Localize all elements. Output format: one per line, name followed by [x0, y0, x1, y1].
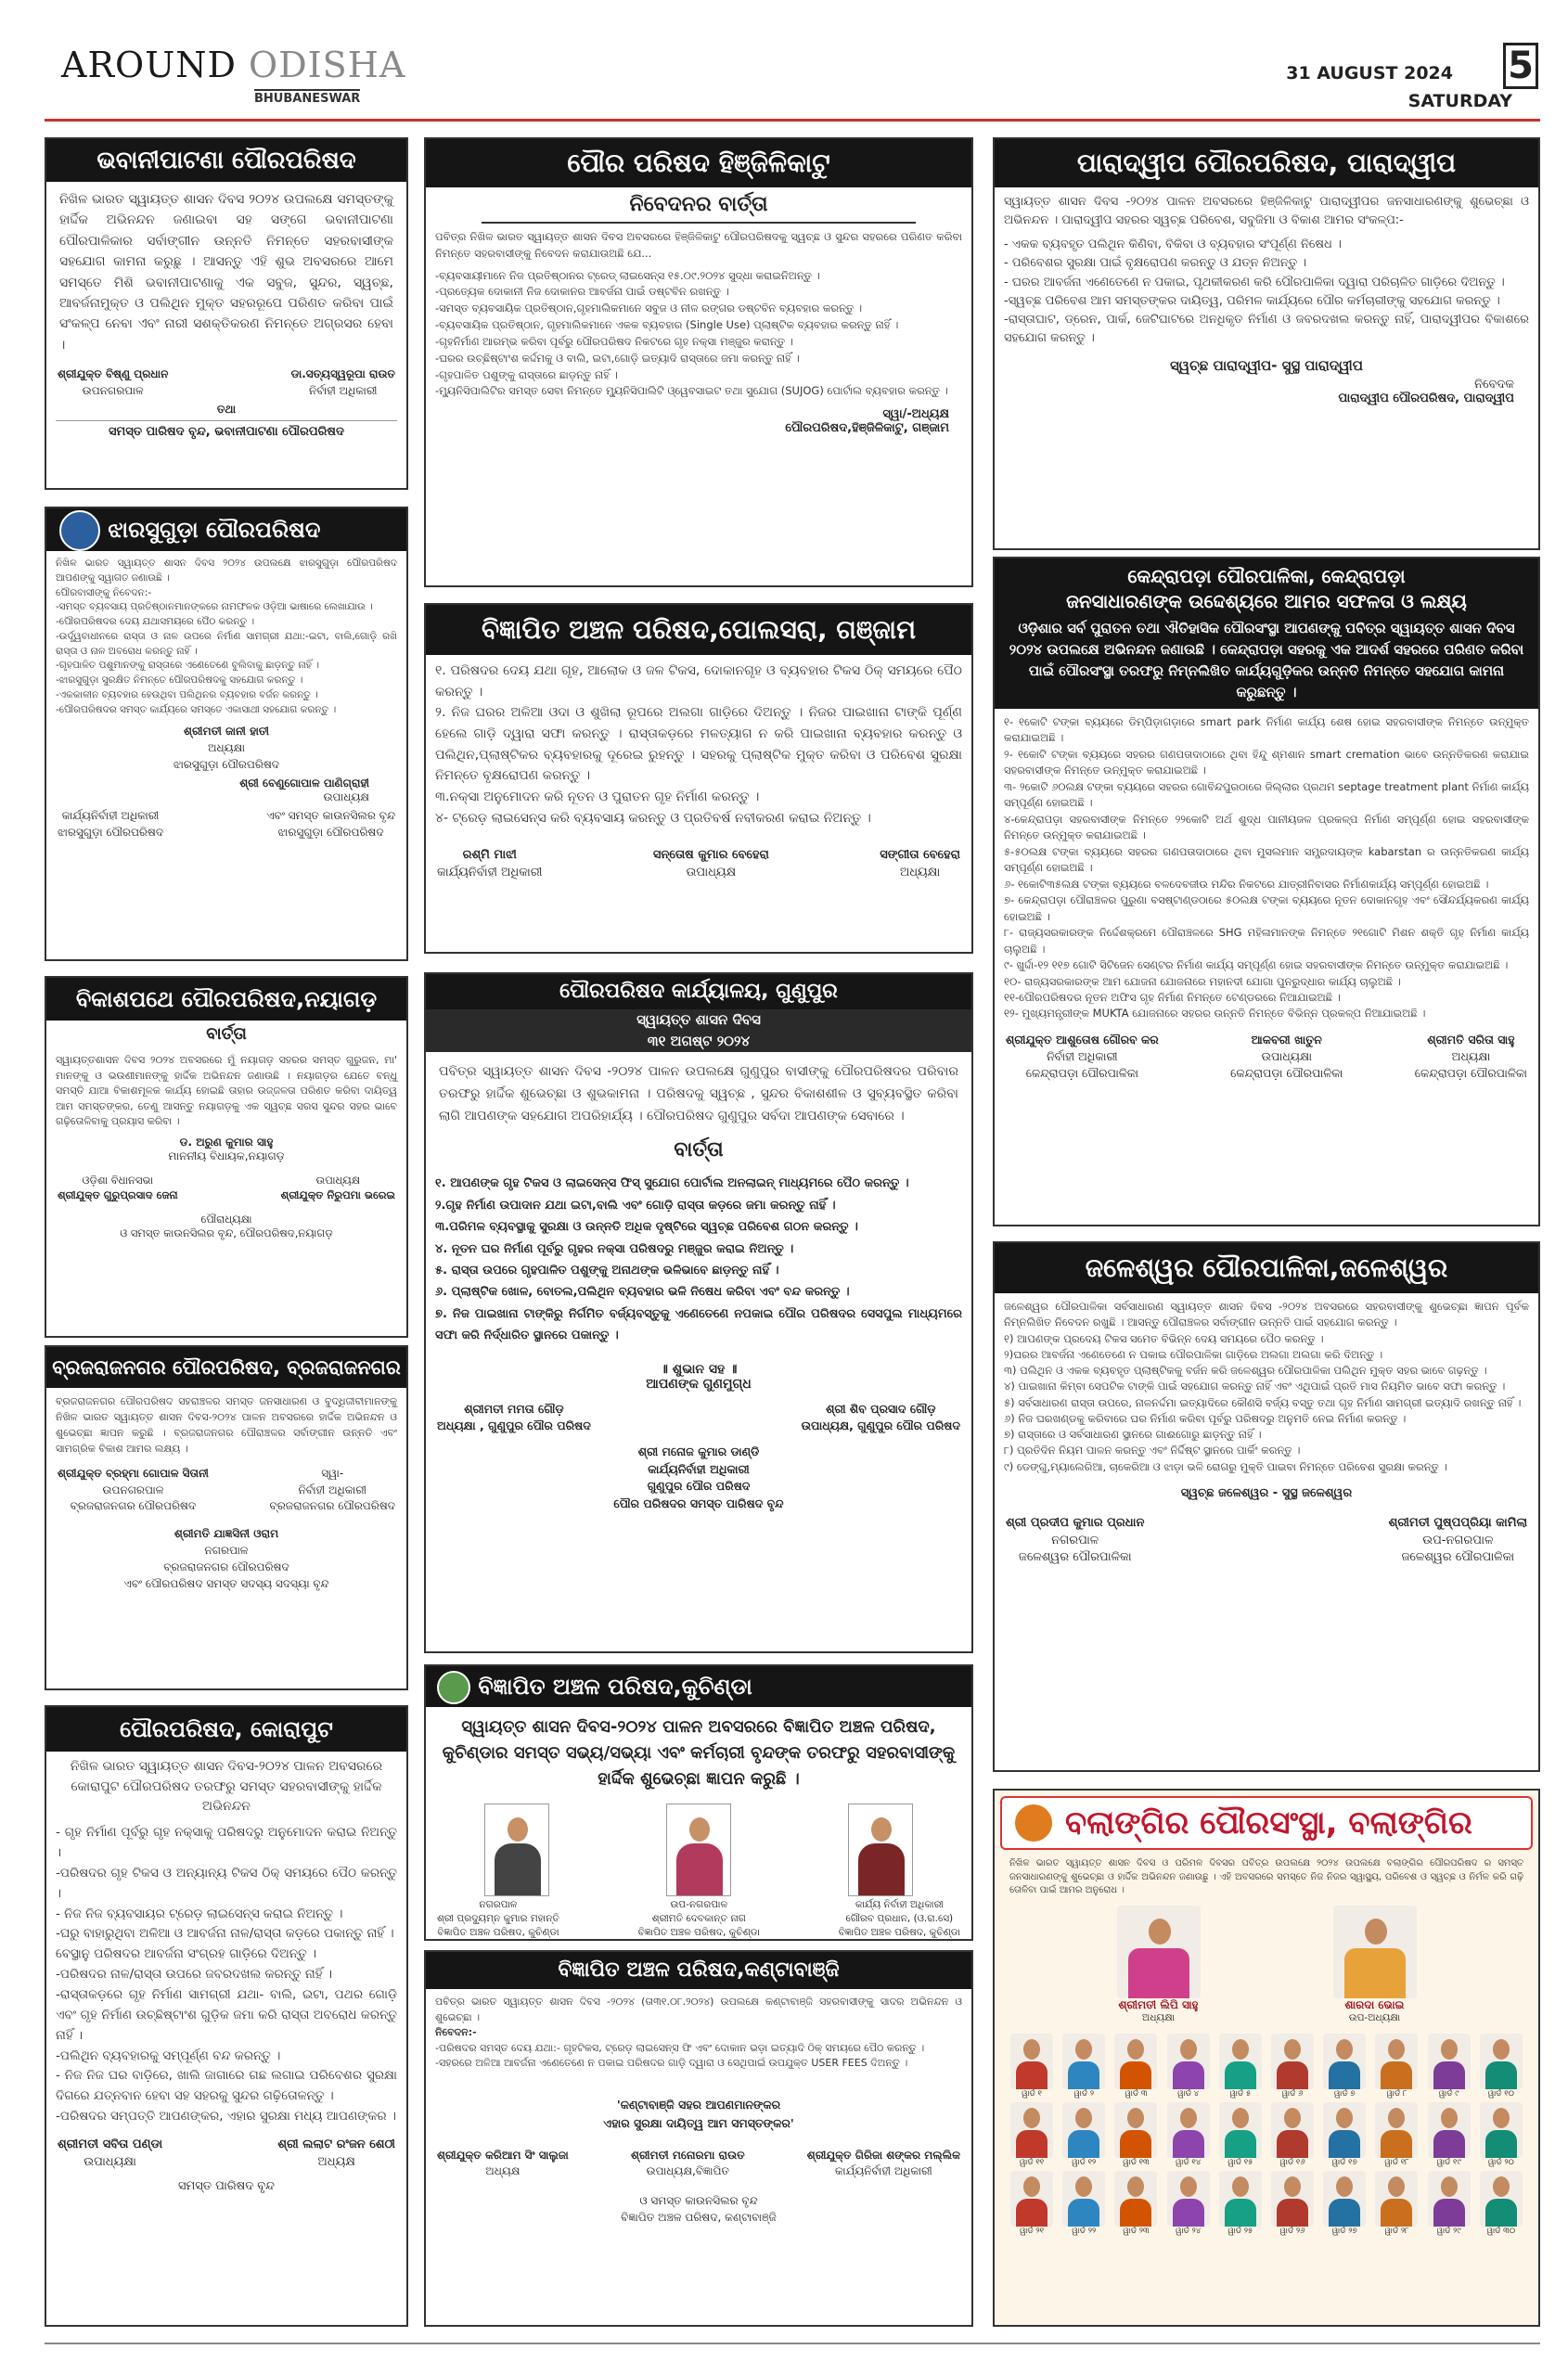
councillor-card	[1425, 2171, 1473, 2236]
councillor-label: ୱାର୍ଡ ୨୦	[1488, 2157, 1514, 2167]
ad-list: ପବିତ୍ର ଭାରତ ସ୍ୱାୟତ୍ତ ଶାସନ ଦିବସ -୨୦୨୪ (ତା୩୧.୦୮.୨୦୨୪) ଉପଲକ୍ଷେ କଣ୍ଟାବାଞ୍ଜି ସହରବାସୀଙ୍କୁ ସାଦର ଅଭିନନ୍ଦନ ଓ ଶୁଭେଚ୍ଛା । ନିବେଦନ:- -ପରିଷଦର ସମସ୍ତ ଦେୟ ଯଥା:- ଗୃହଟିକସ, ଟ୍ରେଡ଼ ଲାଇସେନ୍ସ ଫି ଏବଂ ଦୋକାନ ଭଡ଼ା ଇତ୍ୟାଦି ଠିକ୍ ସମୟରେ ପୈଠ କରନ୍ତୁ । -ସହରରେ ଅଳିଆ ଆବର୍ଜନା ଏଣେତେଣେ ନ ପକାଇ ପରିଷଦର ଗାଡ଼ି ଦ୍ୱାରା ଓ ସେଥିପାଇଁ ଉପଯୁକ୍ତ USER FEES ଦିଅନ୍ତୁ ।	[435, 1996, 962, 2069]
ad-title: ବ୍ରଜରାଜନଗର ପୌରପରିଷଦ, ବ୍ରଜରାଜନଗର	[46, 1347, 406, 1388]
leaders: ଶ୍ରୀମତୀ ଲିପି ସାହୁ ଅଧ୍ୟକ୍ଷା ଶାରଦା ଭୋଇ ଉପ-ଅଧ୍ୟକ୍ଷା	[995, 1900, 1538, 2030]
councillor-card	[1477, 2102, 1525, 2167]
ad-bhawanipatna: ଭବାନୀପାଟଣା ପୌରପରିଷଦ ନିଖିଳ ଭାରତ ସ୍ୱାୟତ୍ତ ଶାସନ ଦିବସ ୨୦୨୪ ଉପଲକ୍ଷେ ସମସ୍ତଙ୍କୁ ହାର୍ଦ୍ଦିକ ଅଭିନନ୍ଦନ ଜଣାଇବା ସହ ସଙ୍ଗେ ଭବାନୀପାଟଣା ପୌରପାଳିକାର ସର୍ବାଙ୍ଗୀନ ଉନ୍ନତି ନିମନ୍ତେ ସହରବାସୀଙ୍କ ସହଯୋଗ କାମନା କରୁଛୁ । ଆସନ୍ତୁ ଏହି ଶୁଭ ଅବସରରେ ଆମେ ସମସ୍ତେ ମିଶି ଭବାନୀପାଟଣାକୁ ଏକ ସବୁଜ, ସୁନ୍ଦର, ସ୍ୱଚ୍ଛ, ଆବର୍ଜନାମୁକ୍ତ ଓ ପଲିଥିନ ମୁକ୍ତ ସହରରୂପେ ପରିଣତ କରିବା ପାଇଁ ସଂକଳ୍ପ ନେବା ଏବଂ ନାରୀ ସଶକ୍ତିକରଣ ନିମନ୍ତେ ଅଗ୍ରସର ହେବା । ଶ୍ରୀଯୁକ୍ତ ବିଷ୍ଣୁ ପ୍ରଧାନ ଉପନଗରପାଳ ଡା.ସତ୍ୟସ୍ୱରୂପା ରାଉତ ନିର୍ବାହୀ ଅଧିକାରୀ ତଥା ସମସ୍ତ ପାରିଷଦ ବୃନ୍ଦ, ଭବାନୀପାଟଣା ପୌରପରିଷଦ	[45, 137, 408, 490]
councillor-label: ୱାର୍ଡ ୧୯	[1436, 2157, 1461, 2167]
councillor-card	[1216, 2171, 1265, 2236]
councillor-photo	[1114, 2034, 1157, 2089]
councillor-card	[1425, 2034, 1473, 2099]
ad-title: ବିକାଶପଥେ ପୌରପରିଷଦ,ନୟାଗଡ଼	[46, 978, 406, 1021]
councillor-card	[1008, 2171, 1056, 2236]
ad-list: -ବ୍ୟବସାୟୀମାନେ ନିଜ ପ୍ରତିଷ୍ଠାନର ଟ୍ରେଡ୍ ଲାଇସେନ୍ସ ୧୫.୦୯.୨୦୨୪ ସୁଦ୍ଧା କରାଇନିଅନ୍ତୁ । -ପ୍ରତ୍ୟେକ ଦୋକାନୀ ନିଜ ଦୋକାନର ଆବର୍ଜନା ପାଇଁ ଡଷ୍ଟବିନ ରଖନ୍ତୁ । -ସମସ୍ତ ବ୍ୟବସାୟିକ ପ୍ରତିଷ୍ଠାନ,ଗୃହମାଲିକମାନେ ସବୁଜ ଓ ନୀଳ ରଙ୍ଗର ଡଷ୍ଟବିନ ବ୍ୟବହାର କରନ୍ତୁ । -ବ୍ୟବସାୟିକ ପ୍ରତିଷ୍ଠାନ, ଗୃହମାଲିକମାନେ ଏକକ ବ୍ୟବହାର (Single Use) ପ୍ଲାଷ୍ଟିକ ବ୍ୟବହାର କରନ୍ତୁ ନାହିଁ । -ଗୃହନିର୍ମାଣ ଆରମ୍ଭ କରିବା ପୂର୍ବରୁ ପୌରପରିଷଦ ନିକଟରେ ଗୃହ ନକ୍ସା ମଞ୍ଜୁର କରାନ୍ତୁ । -ଘରର ଉଚ୍ଛିଷ୍ଟାଂଶ କର୍ଦ୍ଦମକୁ ଓ ବାଲି, ଇଟା,ଗୋଡ଼ି ଇତ୍ୟାଦି ରାସ୍ତାରେ ଜମା କରନ୍ତୁ ନାହିଁ । -ଗୃହପାଳିତ ପଶୁଙ୍କୁ ରାସ୍ତାରେ ଛାଡ଼ନ୍ତୁ ନାହିଁ । -ମ୍ୟୁନିସିପାଲିଟିର ସମସ୍ତ ସେବା ନିମନ୍ତେ ମ୍ୟୁନିସିପାଲିଟି ଓ୍ୱେବସାଇଟ ତଥା ସୁଯୋଗ (SUJOG) ପୋର୍ଟାଲ ବ୍ୟବହାର କରନ୍ତୁ ।	[435, 268, 948, 398]
ad-koraput	[45, 1705, 408, 2327]
ad-jharsuguda: ଝାରସୁଗୁଡ଼ା ପୌରପରିଷଦ ନିଖିଳ ଭାରତ ସ୍ୱାୟତ୍ତ ଶାସନ ଦିବସ ୨୦୨୪ ଉପଲକ୍ଷେ ଝାରସୁଗୁଡ଼ା ପୌରପରିଷଦ ଆପଣଙ୍କୁ ସ୍ୱାଗତ ଜଣାଉଛି । ପୌରବାସୀଙ୍କୁ ନିବେଦନ:- -ସମସ୍ତ ବ୍ୟବସାୟ ପ୍ରତିଷ୍ଠାନମାନଙ୍କରେ ନାମଫଳକ ଓଡ଼ିଆ ଭାଷାରେ ଲେଖାଯାଉ । -ପୌରପରିଷଦର ଦେୟ ଯଥାସମୟରେ ପୈଠ କରନ୍ତୁ । -ଉର୍ଦ୍ଧ୍ୱବାଧୀନରେ ରାସ୍ତା ଓ ନାଳ ଉପରେ ନିର୍ମାଣ ସାମଗ୍ରୀ ଯଥା:-ଇଟା, ବାଲି,ଗୋଡ଼ି ରଖି ରାସ୍ତା ଓ ନାଳ ଅବରୋଧ କରନ୍ତୁ ନାହିଁ । -ଗୃହପାଳିତ ପଶୁମାନଙ୍କୁ ରାସ୍ତାରେ ଏଣେତେଣେ ବୁଲିବାକୁ ଛାଡ଼ନ୍ତୁ ନାହିଁ । -ଝାରସୁଗୁଡ଼ା ସୁରକ୍ଷିତ ନିମନ୍ତେ ପୌରପରିଷଦକୁ ସହଯୋଗ କରନ୍ତୁ । -ଏକକାଳୀନ ବ୍ୟବହାର ହେଉଥିବା ପଲିଥିନର ବ୍ୟବହାର ବର୍ଜନ କରନ୍ତୁ । -ପୌରପରିଷଦର ସମସ୍ତ କାର୍ଯ୍ୟରେ ସମସ୍ତେ ଏକାସାଥୀ ସହଯୋଗ କରନ୍ତୁ । ଶ୍ରୀମତୀ ଜାନୀ ହାତୀ ଅଧ୍ୟକ୍ଷା ଝାରସୁଗୁଡ଼ା ପୌରପରିଷଦ ଶ୍ରୀ ବେଣୁଗୋପାଳ ପାଣିଗ୍ରାହୀ ଉପାଧ୍ୟକ୍ଷ କାର୍ଯ୍ୟନିର୍ବାହୀ ଅଧିକାରୀ ଝାରସୁଗୁଡ଼ା ପୌରପରିଷଦ ଏବଂ ସମସ୍ତ କାଉନସିଲର ବୃନ୍ଦ ଝାରସୁଗୁଡ଼ା ପୌରପରିଷଦ	[45, 507, 408, 961]
councillor-photo	[1323, 2171, 1366, 2227]
councillor-card	[1112, 2034, 1160, 2099]
issue-weekday: SATURDAY	[1407, 91, 1512, 111]
ad-title: ଭବାନୀପାଟଣା ପୌରପରିଷଦ	[46, 139, 406, 182]
councillor-label: ୱାର୍ଡ ୧୫	[1227, 2157, 1253, 2167]
councillor-card	[1164, 2102, 1213, 2167]
councillor-card	[1216, 2034, 1265, 2099]
councillor-label: ୱାର୍ଡ ୨	[1073, 2088, 1095, 2099]
councillor-label: ୱାର୍ଡ ୧୩	[1123, 2157, 1150, 2167]
ad-intro: ସ୍ୱାୟତ୍ତ ଶାସନ ଦିବସ -୨୦୨୪ ପାଳନ ଅବସରରେ ହିଞ୍ଜିଳିକାଟୁ ପାରାଦ୍ୱୀପର ଜନସାଧାରଣଙ୍କୁ ଶୁଭେଚ୍ଛା ଓ ଅଭିନନ୍ଦନ । ପାରାଦ୍ୱୀପ ସହରର ସ୍ୱଚ୍ଛ ପରିବେଶ, ସବୁଜିମା ଓ ବିକାଶ ଆମର ସଂକଳ୍ପ:-	[1004, 195, 1529, 228]
councillor-card	[1372, 2102, 1420, 2167]
signatures: ଶ୍ରୀମତୀ ମମତା ଗୌଡ଼ ଅଧ୍ୟକ୍ଷା , ଗୁଣୁପୁର ପୌର ପରିଷଦ ଶ୍ରୀ ଶିବ ପ୍ରସାଦ ଗୌଡ଼ ଉପାଧ୍ୟକ୍ଷ, ଗୁଣୁପୁର ପୌର ପରିଷଦ	[437, 1401, 960, 1432]
signature: ସ୍ୱା/-ଅଧ୍ୟକ୍ଷ ପୌରପରିଷଦ,ହିଞ୍ଜିଳିକାଟୁ, ଗଞ୍ଜାମ	[785, 407, 949, 436]
signatures: ଶ୍ରୀଯୁକ୍ତ ବିଷ୍ଣୁ ପ୍ରଧାନ ଉପନଗରପାଳ ଡା.ସତ୍ୟସ୍ୱରୂପା ରାଉତ ନିର୍ବାହୀ ଅଧିକାରୀ	[58, 367, 395, 397]
councillor-label: ୱାର୍ଡ ୨୨	[1072, 2226, 1097, 2236]
municipal-emblem-icon	[1013, 1803, 1054, 1843]
ad-hinjilicut	[424, 137, 973, 587]
councillor-card	[1216, 2102, 1265, 2167]
ad-footer: ଓ ସମସ୍ତ କାଉନସିଲର ବୃନ୍ଦ ବିଜ୍ଞାପିତ ଅଞ୍ଚଳ ପରିଷଦ, କଣ୍ଟାବାଞ୍ଜି	[621, 2194, 777, 2225]
councillor-label: ୱାର୍ଡ ୧୪	[1176, 2157, 1202, 2167]
councillor-label: ୱାର୍ଡ ୨୫	[1227, 2226, 1253, 2236]
ad-title: ବିଜ୍ଞାପିତ ଅଞ୍ଚଳ ପରିଷଦ,କୁଚିଣ୍ଡା	[426, 1666, 971, 1707]
councillor-label: ୱାର୍ଡ ୧୬	[1279, 2157, 1305, 2167]
councillor-card	[1372, 2171, 1420, 2236]
ad-title: ବିଜ୍ଞାପିତ ଅଞ୍ଚଳ ପରିଷଦ,ପୋଲସରା, ଗଞ୍ଜାମ	[426, 605, 971, 655]
councillor-photo	[1114, 2102, 1157, 2158]
ad-gunupur: ପୌରପରିଷଦ କାର୍ଯ୍ୟାଳୟ, ଗୁଣୁପୁର ସ୍ୱାୟତ୍ତ ଶାସନ ଦିବସ ୩୧ ଅଗଷ୍ଟ ୨୦୨୪ ପବିତ୍ର ସ୍ୱାୟତ୍ତ ଶାସନ ଦିବସ -୨୦୨୪ ପାଳନ ଉପଲକ୍ଷେ ଗୁଣୁପୁର ବାସୀଙ୍କୁ ପୌରପରିଷଦର ପରିବାର ତରଫରୁ ହାର୍ଦ୍ଦିକ ଶୁଭେଚ୍ଛା ଓ ଶୁଭକାମନା । ପରିଷଦକୁ ସ୍ୱଚ୍ଛ , ସୁନ୍ଦର ବିକାଶଶୀଳ ଓ ସୁବ୍ୟବସ୍ଥିତ କରିବା ଲାଗି ଆପଣଙ୍କ ସହଯୋଗ ଅପରିହାର୍ଯ୍ୟ । ପୌରପରିଷଦ ଗୁଣୁପୁର ସର୍ବଦା ଆପଣଙ୍କ ସେବାରେ । ବାର୍ତ୍ତା ୧. ଆପଣଙ୍କ ଗୃହ ଟିକସ ଓ ଲାଇସେନ୍ସ ଫିସ୍ ସୁଯୋଗ ପୋର୍ଟାଲ ଅନଲାଇନ୍ ମାଧ୍ୟମରେ ପୈଠ କରନ୍ତୁ । ୨.ଗୃହ ନିର୍ମାଣ ଉପାଦାନ ଯଥା ଇଟା,ବାଲି ଏବଂ ଗୋଡ଼ି ରାସ୍ତା କଡ଼ରେ ଜମା କରନ୍ତୁ ନାହିଁ । ୩.ପରିମଳ ବ୍ୟବସ୍ଥାକୁ ସୁରକ୍ଷା ଓ ଉନ୍ନତି ଅଧିକ ଦୃଷ୍ଟିରେ ସ୍ୱଚ୍ଛ ପରିବେଶ ଗଠନ କରନ୍ତୁ । ୪. ନୂତନ ଘର ନିର୍ମାଣ ପୂର୍ବରୁ ଗୃହର ନକ୍ସା ପରିଷଦରୁ ମଞ୍ଜୁର କରାଇ ନିଅନ୍ତୁ । ୫. ରାସ୍ତା ଉପରେ ଗୃହପାଳିତ ପଶୁଙ୍କୁ ଅନାଥଙ୍କ ଭଳିଭାବେ ଛାଡ଼ନ୍ତୁ ନାହିଁ । ୬. ପ୍ଲାଷ୍ଟିକ ଖୋଳ, ବୋତଲ,ପଲିଥିନ ବ୍ୟବହାର ଭଳି ନିଷେଧ କରିବା ଏବଂ ବନ୍ଦ କରନ୍ତୁ । ୭. ନିଜ ପାଇଖାନା ଟାଙ୍କିରୁ ନିର୍ଗମିତ ବର୍ଜ୍ୟବସ୍ତୁକୁ ଏଣେତେଣେ ନପକାଇ ପୌର ପରିଷଦର ସେସପୁଲ ମାଧ୍ୟମରେ ସଫା କରି ନିର୍ଦ୍ଧାରିତ ସ୍ଥାନରେ ପକାନ୍ତୁ । ॥ ଶୁଭାନ ସହ ॥ ଆପଣଙ୍କ ଗୁଣମୁଗ୍ଧ ଶ୍ରୀମତୀ ମମତା ଗୌଡ଼ ଅଧ୍ୟକ୍ଷା , ଗୁଣୁପୁର ପୌର ପରିଷଦ ଶ୍ରୀ ଶିବ ପ୍ରସାଦ ଗୌଡ଼ ଉପାଧ୍ୟକ୍ଷ, ଗୁଣୁପୁର ପୌର ପରିଷଦ ଶ୍ରୀ ମନୋଜ କୁମାର ଡାଣ୍ଡି କାର୍ଯ୍ୟନିର୍ବାହୀ ଅଧିକାରୀ ଗୁଣୁପୁର ପୌର ପରିଷଦ ପୌର ପରିଷଦର ସମସ୍ତ ପାରିଷଦ ବୃନ୍ଦ	[424, 972, 973, 1653]
ad-nayagarh: ବିକାଶପଥେ ପୌରପରିଷଦ,ନୟାଗଡ଼ ବାର୍ତ୍ତା ସ୍ୱାୟତ୍ତଶାସନ ଦିବସ ୨୦୨୪ ଅବସରରେ ମୁଁ ନୟାଗଡ଼ ସହରର ସମସ୍ତ ଗୁରୁଜନ, ମା' ମାନଙ୍କୁ ଓ ଭଉଣୀମାନଙ୍କୁ ହାର୍ଦ୍ଦିକ ଅଭିନନ୍ଦନ ଜଣାଉଛି । ନୟାଗଡ଼ର ଯେତେ ବନ୍ଧୁ ସମସ୍ତି ଯାଆ ବିକାଶମୂଳକ କାର୍ଯ୍ୟ ହୋଇଛି ତାହାର ଉଜ୍ଜଳତା ପରିଣତ କରିବା ଦାୟିତ୍ୱ ଆମ ସମସ୍ତଙ୍କର, ତେଣୁ ଆସନ୍ତୁ ନୟାଗଡ଼କୁ ଏକ ସ୍ୱଚ୍ଛ ସରସ ସୁନ୍ଦର ସହର ଭାବେ ଗଢ଼ିତୋଳିବାକୁ ପ୍ରୟାସ କରିବା । ଡ. ଅରୁଣ କୁମାର ସାହୁ ମାନନୀୟ ବିଧାୟକ,ନୟାଗଡ଼ ଓଡ଼ିଶା ବିଧାନସଭା ଶ୍ରୀଯୁକ୍ତ ଗୁରୁପ୍ରସାଦ ଜେନା ଉପାଧ୍ୟକ୍ଷ ଶ୍ରୀଯୁକ୍ତ ନିରୁପମା ଭରେଇ ପୌରାଧ୍ୟକ୍ଷା ଓ ସମସ୍ତ କାଉନସିଲର ବୃନ୍ଦ, ପୌରପରିଷଦ,ନୟାଗଡ଼	[45, 976, 408, 1338]
councillor-photo	[1480, 2171, 1523, 2227]
ad-body: ନିଖିଳ ଭାରତ ସ୍ୱାୟତ୍ତ ଶାସନ ଦିବସ ୨୦୨୪ ଉପଲକ୍ଷେ ସମସ୍ତଙ୍କୁ ହାର୍ଦ୍ଦିକ ଅଭିନନ୍ଦନ ଜଣାଇବା ସହ ସଙ୍ଗେ ଭବାନୀପାଟଣା ପୌରପାଳିକାର ସର୍ବାଙ୍ଗୀନ ଉନ୍ନତି ନିମନ୍ତେ ସହରବାସୀଙ୍କ ସହଯୋଗ କାମନା କରୁଛୁ । ଆସନ୍ତୁ ଏହି ଶୁଭ ଅବସରରେ ଆମେ ସମସ୍ତେ ମିଶି ଭବାନୀପାଟଣାକୁ ଏକ ସବୁଜ, ସୁନ୍ଦର, ସ୍ୱଚ୍ଛ, ଆବର୍ଜନାମୁକ୍ତ ଓ ପଲିଥିନ ମୁକ୍ତ ସହରରୂପେ ପରିଣତ କରିବା ପାଇଁ ସଂକଳ୍ପ ନେବା ଏବଂ ନାରୀ ସଶକ୍ତିକରଣ ନିମନ୍ତେ ଅଗ୍ରସର ହେବା ।	[59, 192, 393, 353]
chair-signature: ଶ୍ରୀମତୀ ଜାନୀ ହାତୀ ଅଧ୍ୟକ୍ଷା ଝାରସୁଗୁଡ଼ା ପୌରପରିଷଦ	[173, 725, 280, 772]
signatures: କାର୍ଯ୍ୟନିର୍ବାହୀ ଅଧିକାରୀ ଝାରସୁଗୁଡ଼ା ପୌରପରିଷଦ ଏବଂ ସମସ୍ତ କାଉନସିଲର ବୃନ୍ଦ ଝାରସୁଗୁଡ଼ା ପୌରପରିଷଦ	[58, 809, 395, 839]
councillor-card	[1164, 2171, 1213, 2236]
ad-intro: ନିଖିଳ ଭାରତ ସ୍ୱାୟତ୍ତ ଶାସନ ଦିବସ-୨୦୨୪ ପାଳନ ଅବସରରେ କୋରାପୁଟ ପୌରପରିଷଦ ତରଫରୁ ସମସ୍ତ ସହରବାସୀଙ୍କୁ ହାର୍ଦ୍ଦିକ ଅଭିନନ୍ଦନ	[70, 1759, 383, 1815]
councillor-photo	[1428, 2034, 1471, 2089]
councillor-photo	[1010, 2102, 1053, 2158]
councillor-card	[1268, 2171, 1317, 2236]
leader-photo	[1333, 1906, 1417, 1998]
councillor-label: ୱାର୍ଡ ୫	[1229, 2088, 1252, 2099]
councillor-photo	[1375, 2102, 1418, 2158]
leader-photo	[1117, 1906, 1201, 1998]
page-number: 5	[1503, 43, 1538, 89]
official-photo	[484, 1804, 549, 1896]
ad-title: ପୌରପରିଷଦ, କୋରାପୁଟ	[46, 1707, 406, 1752]
ad-list: ୧. ପରିଷଦର ଦେୟ ଯଥା ଗୃହ, ଆଲୋକ ଓ ଜଳ ଟିକସ, ଦୋକାନଗୃହ ଓ ବ୍ୟବହାର ଟିକସ ଠିକ୍ ସମୟରେ ପୈଠ କରନ୍ତୁ । ୨. ନିଜ ଘରର ଅଳିଆ ଓଦା ଓ ଶୁଖିଲା ରୂପରେ ଅଲଗା ଗାଡ଼ିରେ ଦିଅନ୍ତୁ । ନିଜର ପାଇଖାନା ଟାଙ୍କି ପୂର୍ଣ୍ଣ ହେଲେ ଗାଡ଼ି ଦ୍ୱାରା ସଫା କରନ୍ତୁ । ରାସ୍ତାକଡ଼ରେ ମଳତ୍ୟାଗ ନ କରି ପାଇଖାନା ବ୍ୟବହାର କରନ୍ତୁ ଓ ପଲିଥିନ,ପ୍ଲାଷ୍ଟିକର ବ୍ୟବହାରକୁ ଦୂରେଇ ରୁହନ୍ତୁ । ସହରକୁ ପ୍ଲାଷ୍ଟିକ ମୁକ୍ତ କରିବା ଓ ପରିବେଶ ସୁରକ୍ଷା ନିମନ୍ତେ ବୃକ୍ଷରୋପଣ କରନ୍ତୁ । ୩.ନକ୍ସା ଅନୁମୋଦନ କରି ନୂତନ ଓ ପୁରାତନ ଗୃହ ନିର୍ମାଣ କରନ୍ତୁ । ୪- ଟ୍ରେଡ଼ ଲାଇସେନ୍ସ କରି ବ୍ୟବସାୟ କରନ୍ତୁ ଓ ପ୍ରତିବର୍ଷ ନବୀକରଣ କରାଇ ନିଅନ୍ତୁ ।	[435, 663, 962, 826]
ad-brajrajnagar: ବ୍ରଜରାଜନଗର ପୌରପରିଷଦ, ବ୍ରଜରାଜନଗର ବ୍ରଜରାଜନଗର ପୌରପରିଷଦ ସହରାଞ୍ଚଳର ସମସ୍ତ ଜନସାଧାରଣ ଓ ବୁଦ୍ଧିଜୀବୀମାନଙ୍କୁ ନିଖିଳ ଭାରତ ସ୍ୱାୟତ୍ତ ଶାସନ ଦିବସ-୨୦୨୪ ପାଳନ ଅବସରରେ ହାର୍ଦ୍ଦିକ ଅଭିନନ୍ଦନ ଓ ଶୁଭେଚ୍ଛା ଜ୍ଞାପନ କରୁଛି । ବ୍ରଜରାଜନଗର ପୌରାଞ୍ଚଳର ସର୍ବାଙ୍ଗୀନ ଉନ୍ନତି ଏବଂ ସାମଗ୍ରିକ ବିକାଶ ଆମର ଲକ୍ଷ୍ୟ । ଶ୍ରୀଯୁକ୍ତ ବ୍ରହ୍ମା ଗୋପାଳ ସିତାନୀ ଉପନଗରପାଳ ବ୍ରଜରାଜନଗର ପୌରପରିଷଦ ସ୍ୱା- ନିର୍ବାହୀ ଅଧିକାରୀ ବ୍ରଜରାଜନଗର ପୌରପରିଷଦ ଶ୍ରୀମତି ଯାଜ୍ଞସିନୀ ଓରାମ ନଗରପାଳ ବ୍ରଜରାଜନଗର ପୌରପରିଷଦ ଏବଂ ପୌରପରିଷଦ ସମସ୍ତ ସଦସ୍ୟ ସଦସ୍ୟା ବୃନ୍ଦ	[45, 1345, 408, 1690]
ad-kendrapara	[993, 557, 1540, 1226]
signatures: ରଶ୍ମି ମାଝୀ କାର୍ଯ୍ୟନିର୍ବାହୀ ଅଧିକାରୀ ସନ୍ତୋଷ କୁମାର ବେହେରା ଉପାଧ୍ୟକ୍ଷ ସଙ୍ଗୀତା ବେହେରା ଅଧ୍ୟକ୍ଷା	[437, 848, 960, 880]
ad-intro: ପବିତ୍ର ସ୍ୱାୟତ୍ତ ଶାସନ ଦିବସ -୨୦୨୪ ପାଳନ ଉପଲକ୍ଷେ ଗୁଣୁପୁର ବାସୀଙ୍କୁ ପୌରପରିଷଦର ପରିବାର ତରଫରୁ ହାର୍ଦ୍ଦିକ ଶୁଭେଚ୍ଛା ଓ ଶୁଭକାମନା । ପରିଷଦକୁ ସ୍ୱଚ୍ଛ , ସୁନ୍ଦର ବିକାଶଶୀଳ ଓ ସୁବ୍ୟବସ୍ଥିତ କରିବା ଲାଗି ଆପଣଙ୍କ ସହଯୋଗ ଅପରିହାର୍ଯ୍ୟ । ପୌରପରିଷଦ ଗୁଣୁପୁର ସର୍ବଦା ଆପଣଙ୍କ ସେବାରେ ।	[439, 1064, 958, 1123]
councillor-card	[1320, 2171, 1369, 2236]
councillor-card	[1112, 2102, 1160, 2167]
ad-title: ବିଜ୍ଞାପିତ ଅଞ୍ଚଳ ପରିଷଦ,କଣ୍ଟାବାଞ୍ଜି	[426, 1952, 971, 1989]
councillor-photo	[1323, 2102, 1366, 2158]
slogan: ସ୍ୱଚ୍ଛ ଜଳେଶ୍ୱର - ସୁସ୍ଥ ଜଳେଶ୍ୱର	[1180, 1485, 1353, 1500]
ad-list: ଜଳେଶ୍ୱର ପୌରପାଳିକା ସର୍ବସାଧାରଣ ସ୍ୱାୟତ୍ତ ଶାସନ ଦିବସ -୨୦୨୪ ଅବସରରେ ସହରବାସୀଙ୍କୁ ଶୁଭେଚ୍ଛା ଜ୍ଞାପନ ପୂର୍ବକ ନିମ୍ନଲିଖିତ ନିବେଦନ ରଖୁଛି । ଆସନ୍ତୁ ପୌରାଞ୍ଚଳର ସର୍ବାଙ୍ଗୀନ ଉନ୍ନତି ପାଇଁ ସହଯୋଗ କରନ୍ତୁ । ୧) ଆପଣଙ୍କ ପ୍ରଦେୟ ଟିକସ ସମେତ ବିଭିନ୍ନ ଦେୟ ସମୟରେ ପୈଠ କରନ୍ତୁ । ୨)ଘରର ଆବର୍ଜନା ଏଣେତେଣେ ନ ପକାଇ ପୌରପାଳିକା ଗାଡ଼ିରେ ଅଲଗା ଅଲଗା କରି ଦିଅନ୍ତୁ । ୩) ପଲିଥିନ ଓ ଏକକ ବ୍ୟବହୃତ ପ୍ଲାଷ୍ଟିକକୁ ବର୍ଜନ କରି ଜଳେଶ୍ୱର ପୌରପାଳିକା ପଲିଥିନ ମୁକ୍ତ ସହର ଭାବେ ଗଢ଼ନ୍ତୁ । ୪) ପାଇଖାନା କିମ୍ବା ସେପଟିକ ଟାଙ୍କି ପାଇଁ ସହଯୋଗ କରନ୍ତୁ ନାହିଁ ଏବଂ ଏଥିପାଇଁ ପ୍ରତି ମାସ ନିୟମିତ ଭାବେ ସଫା କରନ୍ତୁ । ୫) ସର୍ବସାଧାରଣ ରାସ୍ତା ଉପରେ, ନାଳନର୍ଦ୍ଦମା ଇତ୍ୟାଦିରେ କୌଣସି ବର୍ଜ୍ୟ ବସ୍ତୁ ତଥା ଗୃହ ନିର୍ମାଣ ସାମଗ୍ରୀ ଇତ୍ୟାଦି ରଖନ୍ତୁ ନାହିଁ । ୬) ନିଜ ଘରଖଣ୍ଡକୁ କରିବାରେ ଘର ନିର୍ମାଣ କରିବା ପୂର୍ବରୁ ପରିଷଦରୁ ଅନୁମତି ନେଇ ନିର୍ମାଣ କରନ୍ତୁ । ୭) ରାସ୍ତାରେ ଓ ସର୍ବସାଧାରଣ ସ୍ଥାନରେ ଗାଈଗୋରୁ ଛାଡ଼ନ୍ତୁ ନାହିଁ । ୮) ପ୍ରତିଦିନ ନିୟମ ପାଳନ କରନ୍ତୁ ଏବଂ ନିର୍ଦ୍ଦିଷ୍ଟ ସ୍ଥାନରେ ପାର୍କିଂ କରନ୍ତୁ । ୯) ଡେଙ୍ଗୁ,ମ୍ୟାଲେରିଆ, ଚାକେରିଆ ଓ ଝାଡ଼ା ଭଳି ରୋଗରୁ ମୁକ୍ତି ପାଇବା ନିମନ୍ତେ ପରିବେଶ ସୁରକ୍ଷା କରନ୍ତୁ ।	[1004, 1300, 1529, 1473]
councillor-label: ୱାର୍ଡ ୬	[1281, 2088, 1304, 2099]
councillor-label: ୱାର୍ଡ ୨୯	[1436, 2226, 1461, 2236]
signatures: ଶ୍ରୀଯୁକ୍ତ ବ୍ରହ୍ମା ଗୋପାଳ ସିତାନୀ ଉପନଗରପାଳ ବ୍ରଜରାଜନଗର ପୌରପରିଷଦ ସ୍ୱା- ନିର୍ବାହୀ ଅଧିକାରୀ ବ୍ରଜରାଜନଗର ପୌରପରିଷଦ	[58, 1467, 395, 1512]
signatures: ଶ୍ରୀମତୀ ସବିତା ପଣ୍ଡା ଉପାଧ୍ୟକ୍ଷା ଶ୍ରୀ ଲଲାଟ ରଂଜନ ଶେଠୀ ଅଧ୍ୟକ୍ଷ	[58, 2137, 395, 2169]
ad-body: ବ୍ରଜରାଜନଗର ପୌରପରିଷଦ ସହରାଞ୍ଚଳର ସମସ୍ତ ଜନସାଧାରଣ ଓ ବୁଦ୍ଧିଜୀବୀମାନଙ୍କୁ ନିଖିଳ ଭାରତ ସ୍ୱାୟତ୍ତ ଶାସନ ଦିବସ-୨୦୨୪ ପାଳନ ଅବସରରେ ହାର୍ଦ୍ଦିକ ଅଭିନନ୍ଦନ ଓ ଶୁଭେଚ୍ଛା ଜ୍ଞାପନ କରୁଛି । ବ୍ରଜରାଜନଗର ପୌରାଞ୍ଚଳର ସର୍ବାଙ୍ଗୀନ ଉନ୍ନତି ଏବଂ ସାମଗ୍ରିକ ବିକାଶ ଆମର ଲକ୍ଷ୍ୟ ।	[56, 1395, 397, 1456]
ad-title: ଝାରସୁଗୁଡ଼ା ପୌରପରିଷଦ	[46, 508, 406, 551]
signature: ନିବେଦକ ପାରାଦ୍ୱୀପ ପୌରପରିଷଦ, ପାରାଦ୍ୱୀପ	[1338, 378, 1514, 406]
official-photo	[666, 1804, 731, 1896]
masthead	[45, 35, 1538, 115]
councillor-label: ୱାର୍ଡ ୭	[1334, 2088, 1356, 2099]
councillor-label: ୱାର୍ଡ ୪	[1177, 2088, 1200, 2099]
councillor-label: ୱାର୍ଡ ୮	[1386, 2088, 1407, 2099]
councillor-card	[1372, 2034, 1420, 2099]
councillor-photo	[1480, 2034, 1523, 2089]
ad-list: ୧. ଆପଣଙ୍କ ଗୃହ ଟିକସ ଓ ଲାଇସେନ୍ସ ଫିସ୍ ସୁଯୋଗ ପୋର୍ଟାଲ ଅନଲାଇନ୍ ମାଧ୍ୟମରେ ପୈଠ କରନ୍ତୁ । ୨.ଗୃହ ନିର୍ମାଣ ଉପାଦାନ ଯଥା ଇଟା,ବାଲି ଏବଂ ଗୋଡ଼ି ରାସ୍ତା କଡ଼ରେ ଜମା କରନ୍ତୁ ନାହିଁ । ୩.ପରିମଳ ବ୍ୟବସ୍ଥାକୁ ସୁରକ୍ଷା ଓ ଉନ୍ନତି ଅଧିକ ଦୃଷ୍ଟିରେ ସ୍ୱଚ୍ଛ ପରିବେଶ ଗଠନ କରନ୍ତୁ । ୪. ନୂତନ ଘର ନିର୍ମାଣ ପୂର୍ବରୁ ଗୃହର ନକ୍ସା ପରିଷଦରୁ ମଞ୍ଜୁର କରାଇ ନିଅନ୍ତୁ । ୫. ରାସ୍ତା ଉପରେ ଗୃହପାଳିତ ପଶୁଙ୍କୁ ଅନାଥଙ୍କ ଭଳିଭାବେ ଛାଡ଼ନ୍ତୁ ନାହିଁ । ୬. ପ୍ଲାଷ୍ଟିକ ଖୋଳ, ବୋତଲ,ପଲିଥିନ ବ୍ୟବହାର ଭଳି ନିଷେଧ କରିବା ଏବଂ ବନ୍ଦ କରନ୍ତୁ । ୭. ନିଜ ପାଇଖାନା ଟାଙ୍କିରୁ ନିର୍ଗମିତ ବର୍ଜ୍ୟବସ୍ତୁକୁ ଏଣେତେଣେ ନପକାଇ ପୌର ପରିଷଦର ସେସପୁଲ ମାଧ୍ୟମରେ ସଫା କରି ନିର୍ଦ୍ଧାରିତ ସ୍ଥାନରେ ପକାନ୍ତୁ ।	[435, 1176, 962, 1343]
councillor-photo	[1062, 2034, 1105, 2089]
councillor-photo	[1167, 2034, 1210, 2089]
councillor-card	[1060, 2171, 1108, 2236]
ad-title: ପୌରପରିଷଦ କାର୍ଯ୍ୟାଳୟ, ଗୁଣୁପୁର	[426, 974, 971, 1009]
councillor-card	[1477, 2034, 1525, 2099]
councillor-label: ୱାର୍ଡ ୨୧	[1020, 2226, 1045, 2236]
councillor-label: ୱାର୍ଡ ୩୦	[1486, 2226, 1515, 2236]
council-logo-icon	[437, 1671, 470, 1704]
ad-body: ସ୍ୱାୟତ୍ତ ଶାସନ ଦିବସ-୨୦୨୪ ପାଳନ ଅବସରରେ ବିଜ୍ଞାପିତ ଅଞ୍ଚଳ ପରିଷଦ, କୁଚିଣ୍ଡାର ସମସ୍ତ ସଭ୍ୟ/ସଭ୍ୟା ଏବଂ କର୍ମଚାରୀ ବୃନ୍ଦଙ୍କ ତରଫରୁ ସହରବାସୀଙ୍କୁ ହାର୍ଦ୍ଦିକ ଶୁଭେଚ୍ଛା ଜ୍ଞାପନ କରୁଛି ।	[442, 1717, 956, 1789]
signatures: ଶ୍ରୀଯୁକ୍ତ ଆଶୁତୋଷ ଗୌରବ କର ନିର୍ବାହୀ ଅଧିକାରୀ କେନ୍ଦ୍ରାପଡ଼ା ପୌରପାଳିକା ଆକବରୀ ଖାତୁନ ଉପାଧ୍ୟକ୍ଷା କେନ୍ଦ୍ରାପଡ଼ା ପୌରପାଳିକା ଶ୍ରୀମତି ସରିତା ସାହୁ ଅଧ୍ୟକ୍ଷା କେନ୍ଦ୍ରାପଡ଼ା ପୌରପାଳିକା	[1006, 1032, 1527, 1081]
ad-title: ପୌର ପରିଷଦ ହିଞ୍ଜିଳିକାଟୁ	[426, 139, 971, 187]
ad-title: ଜଳେଶ୍ୱର ପୌରପାଳିକା,ଜଳେଶ୍ୱର	[995, 1243, 1538, 1293]
councillor-card	[1477, 2171, 1525, 2236]
councillor-photo	[1375, 2171, 1418, 2227]
councillor-card	[1320, 2102, 1369, 2167]
councillor-card	[1008, 2102, 1056, 2167]
logo: AROUND ODISHA	[61, 45, 406, 85]
logo-city: BHUBANESWAR	[254, 89, 360, 106]
signatures: ଓଡ଼ିଶା ବିଧାନସଭା ଶ୍ରୀଯୁକ୍ତ ଗୁରୁପ୍ରସାଦ ଜେନା ଉପାଧ୍ୟକ୍ଷ ଶ୍ରୀଯୁକ୍ତ ନିରୁପମା ଭରେଇ	[58, 1173, 395, 1202]
slogan: ସ୍ୱଚ୍ଛ ପାରାଦ୍ୱୀପ- ସୁସ୍ଥ ପାରାଦ୍ୱୀପ	[1170, 357, 1363, 375]
councillor-label: ୱାର୍ଡ ୧	[1022, 2088, 1042, 2099]
councillor-photo	[1167, 2171, 1210, 2227]
bottom-rule	[45, 2343, 1540, 2344]
barta-heading: ବାର୍ତ୍ତା	[674, 1138, 724, 1162]
ad-intro: ପବିତ୍ର ନିଖିଳ ଭାରତ ସ୍ୱାୟତ୍ତ ଶାସନ ଦିବସ ଅବସରରେ ହିଞ୍ଜିଳିକାଟୁ ପୌରପରିଷଦକୁ ସ୍ୱଚ୍ଛ ଓ ସୁନ୍ଦର ସହରରେ ପରିଣତ କରିବା ନିମନ୍ତେ ସହରବାସୀଙ୍କୁ ନିବେଦନ କରାଯାଉଅଛି ଯେ...	[435, 230, 962, 260]
ad-bolangir	[993, 1789, 1540, 2327]
councillor-label: ୱାର୍ଡ ୧୭	[1331, 2157, 1357, 2167]
masthead-rule	[45, 119, 1540, 122]
councillor-card	[1060, 2102, 1108, 2167]
councillor-label: ୱାର୍ଡ ୨୮	[1384, 2226, 1409, 2236]
ad-title: ବଲାଙ୍ଗିର ପୌରସଂସ୍ଥା, ବଲାଙ୍ଗିର	[1065, 1804, 1472, 1842]
municipal-emblem-icon	[59, 510, 100, 551]
councillor-photo	[1323, 2034, 1366, 2089]
councillor-label: ୱାର୍ଡ ୧୮	[1384, 2157, 1409, 2167]
councillor-label: ୱାର୍ଡ ୯	[1438, 2088, 1459, 2099]
ad-header	[1000, 1796, 1533, 1850]
ad-title: କେନ୍ଦ୍ରାପଡ଼ା ପୌରପାଳିକା, କେନ୍ଦ୍ରାପଡ଼ା	[995, 558, 1538, 588]
officials-photos	[426, 1800, 971, 1896]
ad-list: ୧- ୧କୋଟି ଟଙ୍କା ବ୍ୟୟରେ ଡିମ୍ପିଡ଼ାଗଡ଼ାରେ smart park ନିର୍ମାଣ କାର୍ଯ୍ୟ ଶେଷ ହୋଇ ସହରବାସୀଙ୍କ ନିମନ୍ତେ ଉନ୍ମୁକ୍ତ କରାଯାଇଅଛି । ୨- ୧କୋଟି ଟଙ୍କା ବ୍ୟୟରେ ସହରର ଗଣପତାଦାଠାରେ ଥିବା ହିନ୍ଦୁ ଶ୍ମଶାନ smart cremation ଭାବେ ଉନ୍ନତିକରଣ କରାଯାଇ ସହରବାସୀଙ୍କ ନିମନ୍ତେ ଉନ୍ମୁକ୍ତ କରାଯାଇଅଛି । ୩- ୨କୋଟି ୬୦ଲକ୍ଷ ଟଙ୍କା ବ୍ୟୟରେ ସହରର ଗୋବିନ୍ଦପୁରଠାରେ ଜିଲ୍ଲାର ପ୍ରଥମ septage treatment plant ନିର୍ମାଣ କାର୍ଯ୍ୟ ସମ୍ପୂର୍ଣ୍ଣ ହୋଇଅଛି । ୪-କେନ୍ଦ୍ରାପଡ଼ା ସହରବାସୀଙ୍କ ନିମନ୍ତେ ୨୨କୋଟି ଅର୍ଥ ଶୁଦ୍ଧ ପାନୀୟଜଳ ପ୍ରକଳ୍ପ ନିର୍ମାଣ ସମ୍ପୂର୍ଣ୍ଣ ହୋଇ ସହରବାସୀଙ୍କ ନିମନ୍ତେ ଉନ୍ମୁକ୍ତ କରାଯାଇଅଛି । ୫-୫୦ଲକ୍ଷ ଟଙ୍କା ବ୍ୟୟରେ ସହରର ଗଣପତାଦାଠାରେ ଥିବା ମୁସଲମାନ ସମ୍ପ୍ରଦାୟଙ୍କ kabarstan ର ଉନ୍ନତିକରଣ କାର୍ଯ୍ୟ ସମ୍ପୂର୍ଣ୍ଣ ହୋଇଅଛି । ୬- ୧କୋଟି୩୫ଲକ୍ଷ ଟଙ୍କା ବ୍ୟୟରେ ବଳଦେବଜୀଉ ମନ୍ଦିର ନିକଟରେ ଯାତ୍ରୀନିବାସର ନିର୍ମାଣକାର୍ଯ୍ୟ ସମ୍ପୂର୍ଣ୍ଣ ହୋଇଅଛି । ୭- କେନ୍ଦ୍ରାପଡ଼ା ପୌରାଞ୍ଚଳର ପୁରୁଣା ବସଷ୍ଟାଣ୍ଡଠାରେ ୫୦ଲକ୍ଷ ଟଙ୍କା ବ୍ୟୟରେ ନୂତନ ଦୋକାନଗୃହ ଏବଂ ସୌନ୍ଦର୍ଯ୍ୟକରଣ କାର୍ଯ୍ୟ ହୋଇଅଛି । ୮- ରାଜ୍ୟସରକାରଙ୍କ ନିର୍ଦ୍ଦେଶକ୍ରମେ ପୌରାଞ୍ଚଳରେ SHG ମହିଳାମାନଙ୍କ ନିମନ୍ତେ ୨୧ଗୋଟି ମିଶନ ଶକ୍ତି ଗୃହ ନିର୍ମାଣ କାର୍ଯ୍ୟ ଚାଲୁଅଛି । ୯- ଖୁର୍ଦ୍ଦା-୧୨ ୧୧୭ ଗୋଟି ସିଟିଜେନ ସେଣ୍ଟର ନିର୍ମାଣ କାର୍ଯ୍ୟ ସମ୍ପୂର୍ଣ୍ଣ ହୋଇ ସହରବାସୀଙ୍କ ନିମନ୍ତେ ଉନ୍ମୁକ୍ତ କରାଯାଇଅଛି । ୧୦- ରାଜ୍ୟସରକାରଙ୍କ ଆମ ଯୋଜନା ଯୋଜନାରେ ମହାନଦୀ ଯୋଗା ପୁନରୁଦ୍ଧାର କାର୍ଯ୍ୟ ଚାଲୁଅଛି । ୧୧-ପୌରପରିଷଦର ନୂତନ ଅଫିସ ଗୃହ ନିର୍ମାଣ ନିମନ୍ତେ ଟେଣ୍ଡରରେ ନିଆଯାଇଅଛି । ୧୨- ମୁଖ୍ୟମନ୍ତ୍ରୀଙ୍କ MUKTA ଯୋଜନାରେ ସହରର ଉନ୍ନତି ନିମନ୍ତେ ବିଭିନ୍ନ ପ୍ରକଳ୍ପ ନିଆଯାଇଅଛି ।	[1004, 715, 1529, 1021]
ad-jaleswar	[993, 1241, 1540, 1772]
ad-list: ନିଖିଳ ଭାରତ ସ୍ୱାୟତ୍ତ ଶାସନ ଦିବସ ୨୦୨୪ ଉପଲକ୍ଷେ ଝାରସୁଗୁଡ଼ା ପୌରପରିଷଦ ଆପଣଙ୍କୁ ସ୍ୱାଗତ ଜଣାଉଛି । ପୌରବାସୀଙ୍କୁ ନିବେଦନ:- -ସମସ୍ତ ବ୍ୟବସାୟ ପ୍ରତିଷ୍ଠାନମାନଙ୍କରେ ନାମଫଳକ ଓଡ଼ିଆ ଭାଷାରେ ଲେଖାଯାଉ । -ପୌରପରିଷଦର ଦେୟ ଯଥାସମୟରେ ପୈଠ କରନ୍ତୁ । -ଉର୍ଦ୍ଧ୍ୱବାଧୀନରେ ରାସ୍ତା ଓ ନାଳ ଉପରେ ନିର୍ମାଣ ସାମଗ୍ରୀ ଯଥା:-ଇଟା, ବାଲି,ଗୋଡ଼ି ରଖି ରାସ୍ତା ଓ ନାଳ ଅବରୋଧ କରନ୍ତୁ ନାହିଁ । -ଗୃହପାଳିତ ପଶୁମାନଙ୍କୁ ରାସ୍ତାରେ ଏଣେତେଣେ ବୁଲିବାକୁ ଛାଡ଼ନ୍ତୁ ନାହିଁ । -ଝାରସୁଗୁଡ଼ା ସୁରକ୍ଷିତ ନିମନ୍ତେ ପୌରପରିଷଦକୁ ସହଯୋଗ କରନ୍ତୁ । -ଏକକାଳୀନ ବ୍ୟବହାର ହେଉଥିବା ପଲିଥିନର ବ୍ୟବହାର ବର୍ଜନ କରନ୍ତୁ । -ପୌରପରିଷଦର ସମସ୍ତ କାର୍ଯ୍ୟରେ ସମସ୍ତେ ଏକାସାଥୀ ସହଯୋଗ କରନ୍ତୁ ।	[56, 558, 397, 715]
ad-subtitle: ଜନସାଧାରଣଙ୍କ ଉଦ୍ଦେଶ୍ୟରେ ଆମର ସଫଳତା ଓ ଲକ୍ଷ୍ୟ	[995, 588, 1538, 618]
councillor-photo	[1271, 2171, 1314, 2227]
signatures: ଶ୍ରୀଯୁକ୍ତ କରିଆମ ସିଂ ସାଲୁଜା ଅଧ୍ୟକ୍ଷ ଶ୍ରୀମତୀ ମନୋରମା ରାଉତ ଉପାଧ୍ୟକ୍ଷ,ବିଜ୍ଞାପିତ ଶ୍ରୀଯୁକ୍ତ ଗିରିଜା ଶଙ୍କର ମଲ୍ଲିକ କାର୍ଯ୍ୟନିର୍ବାହୀ ଅଧିକାରୀ	[437, 2148, 960, 2177]
ad-list: - ଏକକ ବ୍ୟବହୃତ ପଲିଥିନ କିଣିବା, ବିକିବା ଓ ବ୍ୟବହାର ସଂପୂର୍ଣ୍ଣ ନିଷେଧ । - ପରିବେଶର ସୁରକ୍ଷା ପାଇଁ ବୃକ୍ଷରୋପଣ କରନ୍ତୁ ଓ ଯତ୍ନ ନିଅନ୍ତୁ । - ଘରର ଆବର୍ଜନା ଏଣେତେଣେ ନ ପକାଇ, ପୃଥକୀକରଣ କରି ପୌରପାଳିକା ଦ୍ୱାରା ପରିଚାଳିତ ଗାଡ଼ିରେ ଦିଅନ୍ତୁ । -ସ୍ୱଚ୍ଛ ପରିବେଶ ଆମ ସମସ୍ତଙ୍କର ଦାୟିତ୍ୱ, ପରିମଳ କାର୍ଯ୍ୟରେ ପୌର କର୍ମଚାରୀଙ୍କୁ ସହଯୋଗ କରନ୍ତୁ । -ରାସ୍ତାଘାଟ, ଡ୍ରେନ, ପାର୍କ, ଜେଟିଘାଟରେ ଅନଧିକୃତ ନିର୍ମାଣ ଓ ଜବରଦଖଲ କରନ୍ତୁ ନାହିଁ, ପାରାଦ୍ୱୀପର ବିକାଶରେ ସହଯୋଗ କରନ୍ତୁ ।	[1004, 238, 1529, 345]
councillor-card	[1268, 2034, 1317, 2099]
councillors-grid	[995, 2030, 1538, 2240]
ad-paradip	[993, 137, 1540, 550]
councillor-label: ୱାର୍ଡ ୨୩	[1123, 2226, 1150, 2236]
slogan: 'କଣ୍ଟାବାଞ୍ଜି ସହର ଆପଣମାନଙ୍କର ଏହାର ସୁରକ୍ଷା ଦାୟିତ୍ୱ ଆମ ସମସ୍ତଙ୍କର'	[603, 2097, 794, 2130]
councillor-photo	[1428, 2171, 1471, 2227]
councillor-label: ୱାର୍ଡ ୧୦	[1487, 2088, 1514, 2099]
ad-kuchinda	[424, 1664, 973, 1941]
councillor-label: ୱାର୍ଡ ୨୬	[1279, 2226, 1305, 2236]
ad-title: ପାରାଦ୍ୱୀପ ପୌରପରିଷଦ, ପାରାଦ୍ୱୀପ	[995, 139, 1538, 187]
councillor-photo	[1219, 2034, 1262, 2089]
councillor-photo	[1062, 2102, 1105, 2158]
ad-footer: ସମସ୍ତ ପାରିଷଦ ବୃନ୍ଦ, ଭବାନୀପାଟଣା ପୌରପରିଷଦ	[56, 420, 397, 439]
ad-body: ନିଖିଳ ଭାରତ ସ୍ୱାୟତ୍ତ ଶାସନ ଦିବସ ଓ ପରିମଳ ଦିବସର ପବିତ୍ର ଉପଲକ୍ଷେ ୨୦୨୪ ଉପଲକ୍ଷେ ବଲାଙ୍ଗିର ପୌରପରିଷଦ ର ସମସ୍ତ ଜନସାଧାରଣଙ୍କୁ ଶୁଭେଚ୍ଛା ଓ ହାର୍ଦ୍ଦିକ ଅଭିନନ୍ଦନ ଜଣାଉଛୁ । ଏହି ଅବସରରେ ସମସ୍ତେ ନିଜ ନିଜର ସ୍ୱାସ୍ଥ୍ୟ, ପରିବେଶ ଓ ସ୍ୱଚ୍ଛ ଓ ନିର୍ମଳ କରି ଗଢ଼ି ତୋଳିବା ପାଇଁ ଆମର ଅନୁରୋଧ ।	[1009, 1858, 1523, 1895]
councillor-card	[1060, 2034, 1108, 2099]
ad-footer: ସମସ୍ତ ପାରିଷଦ ବୃନ୍ଦ	[178, 2178, 275, 2193]
councillor-photo	[1480, 2102, 1523, 2158]
councillor-label: ୱାର୍ଡ ୧୧	[1019, 2157, 1045, 2167]
councillor-card	[1425, 2102, 1473, 2167]
councillor-label: ୱାର୍ଡ ୩	[1125, 2088, 1148, 2099]
councillor-label: ୱାର୍ଡ ୧୨	[1072, 2157, 1097, 2167]
councillor-card	[1164, 2034, 1213, 2099]
councillor-photo	[1062, 2171, 1105, 2227]
councillor-card	[1008, 2034, 1056, 2099]
councillor-photo	[1010, 2034, 1053, 2089]
signatures: ଶ୍ରୀ ପ୍ରଦୀପ କୁମାର ପ୍ରଧାନ ନଗରପାଳ ଜଳେଶ୍ୱର ପୌରପାଳିକା ଶ୍ରୀମତୀ ପୁଷ୍ପପ୍ରିୟା କାମିଲା ଉପ-ନଗରପାଳ ଜଳେଶ୍ୱର ପୌରପାଳିକା	[1006, 1515, 1527, 1565]
issue-date: 31 AUGUST 2024	[1286, 63, 1453, 83]
ad-list: - ଗୃହ ନିର୍ମାଣ ପୂର୍ବରୁ ଗୃହ ନକ୍ସାକୁ ପରିଷଦରୁ ଅନୁମୋଦନ କରାଇ ନିଅନ୍ତୁ । -ପରିଷଦର ଗୃହ ଟିକସ ଓ ଅନ୍ୟାନ୍ୟ ଟିକସ ଠିକ୍ ସମୟରେ ପୈଠ କରନ୍ତୁ । - ନିଜ ନିଜ ବ୍ୟବସାୟର ଟ୍ରେଡ଼ ଲାଇସେନ୍ସ କରାଇ ନିଅନ୍ତୁ । -ଘରୁ ବାହାରୁଥିବା ଅଳିଆ ଓ ଆବର୍ଜନା ନାଳ/ରାସ୍ତା କଡ଼ରେ ପକାନ୍ତୁ ନାହିଁ । ବେସ୍ଥାନୁ ପରିଷଦର ଆବର୍ଜନା ସଂଗ୍ରହ ଗାଡ଼ିରେ ଦିଅନ୍ତୁ । -ପରିଷଦର ନାଳ/ରାସ୍ତା ଉପରେ ଜବରଦଖଲ କରନ୍ତୁ ନାହିଁ । -ରାସ୍ତାକଡ଼ରେ ଗୃହ ନିର୍ମାଣ ସାମଗ୍ରୀ ଯଥା- ବାଲି, ଇଟା, ପଥର ଗୋଡ଼ି ଏବଂ ଗୃହ ନିର୍ମାଣ ଉଚ୍ଛିଷ୍ଟାଂଶ ଗୁଡ଼ିକ ଜମା କରି ରାସ୍ତା ଅବରୋଧ କରନ୍ତୁ ନାହିଁ । -ପଲିଥିନ ବ୍ୟବହାରକୁ ସମ୍ପୂର୍ଣ୍ଣ ବନ୍ଦ କରନ୍ତୁ । - ନିଜ ନିଜ ଘର ବାଡ଼ିରେ, ଖାଲି ଜାଗାରେ ଗଛ ଲଗାଇ ପରିବେଶର ସୁରକ୍ଷା ଦିଗରେ ଯତ୍ନବାନ ହେବା ସହ ସହରକୁ ସୁନ୍ଦର ଗଢ଼ିତୋଳନ୍ତୁ । -ପରିଷଦର ସମ୍ପତ୍ତି ଆପଣଙ୍କର, ଏହାର ସୁରକ୍ଷା ମଧ୍ୟ ଆପଣଙ୍କର ।	[56, 1825, 397, 2125]
councillor-card	[1112, 2171, 1160, 2236]
councillor-label: ୱାର୍ଡ ୨୪	[1176, 2226, 1202, 2236]
councillor-photo	[1010, 2171, 1053, 2227]
councillor-photo	[1219, 2102, 1262, 2158]
ad-subtitle: ବାର୍ତ୍ତା	[206, 1024, 247, 1044]
ad-lead: ଓଡ଼ିଶାର ସର୍ବ ପୁରାତନ ତଥା ଐତିହାସିକ ପୌରସଂସ୍ଥା ଆପଣଙ୍କୁ ପବିତ୍ର ସ୍ୱାୟତ୍ତ ଶାସନ ଦିବସ ୨୦୨୪ ଉପଲକ୍ଷେ ଅଭିନନ୍ଦନ ଜଣାଉଛି । କେନ୍ଦ୍ରାପଡ଼ା ସହରକୁ ଏକ ଆଦର୍ଶ ସହରରେ ପରିଣତ କରିବା ପାଇଁ ପୌରସଂସ୍ଥା ତରଫରୁ ନିମ୍ନଲିଖିତ କାର୍ଯ୍ୟଗୁଡ଼ିକର ଉନ୍ନତି ନିମନ୍ତେ ସହଯୋଗ କାମନା କରୁଛନ୍ତୁ ।	[995, 618, 1538, 709]
councillor-photo	[1114, 2171, 1157, 2227]
ad-body: ସ୍ୱାୟତ୍ତଶାସନ ଦିବସ ୨୦୨୪ ଅବସରରେ ମୁଁ ନୟାଗଡ଼ ସହରର ସମସ୍ତ ଗୁରୁଜନ, ମା' ମାନଙ୍କୁ ଓ ଭଉଣୀମାନଙ୍କୁ ହାର୍ଦ୍ଦିକ ଅଭିନନ୍ଦନ ଜଣାଉଛି । ନୟାଗଡ଼ର ଯେତେ ବନ୍ଧୁ ସମସ୍ତି ଯାଆ ବିକାଶମୂଳକ କାର୍ଯ୍ୟ ହୋଇଛି ତାହାର ଉଜ୍ଜଳତା ପରିଣତ କରିବା ଦାୟିତ୍ୱ ଆମ ସମସ୍ତଙ୍କର, ତେଣୁ ଆସନ୍ତୁ ନୟାଗଡ଼କୁ ଏକ ସ୍ୱଚ୍ଛ ସରସ ସୁନ୍ଦର ସହର ଭାବେ ଗଢ଼ିତୋଳିବାକୁ ପ୍ରୟାସ କରିବା ।	[56, 1054, 397, 1127]
ad-subtitle: ନିବେଦନର ବାର୍ତ୍ତା	[482, 187, 916, 224]
councillor-photo	[1428, 2102, 1471, 2158]
ad-polasara	[424, 603, 973, 954]
official-photo	[848, 1804, 913, 1896]
councillor-label: ୱାର୍ଡ ୨୭	[1331, 2226, 1357, 2236]
councillor-photo	[1271, 2102, 1314, 2158]
councillor-card	[1320, 2034, 1369, 2099]
councillor-photo	[1375, 2034, 1418, 2089]
councillor-photo	[1219, 2171, 1262, 2227]
signatures: ନଗରପାଳ ଶ୍ରୀ ପ୍ରଦ୍ୟୁମ୍ନ କୁମାର ମହାନ୍ତି ବିଜ୍ଞାପିତ ଅଞ୍ଚଳ ପରିଷଦ, କୁଚିଣ୍ଡା ଉପ-ନଗରପାଳ ଶ୍ରୀମତି ଦେବକାନ୍ତ ନାଗ ବିଜ୍ଞାପିତ ଅଞ୍ଚଳ ପରିଷଦ, କୁଚିଣ୍ଡା କାର୍ଯ୍ୟ ନିର୍ବାହୀ ଅଧିକାରୀ ଗୌରବ ପ୍ରଧାନ, (ଓ.ରା.ସେ) ବିଜ୍ଞାପିତ ଅଞ୍ଚଳ ପରିଷଦ, କୁଚିଣ୍ଡା	[437, 1898, 960, 1939]
councillor-photo	[1167, 2102, 1210, 2158]
ad-kantabanji	[424, 1950, 973, 2327]
councillor-photo	[1271, 2034, 1314, 2089]
councillor-card	[1268, 2102, 1317, 2167]
